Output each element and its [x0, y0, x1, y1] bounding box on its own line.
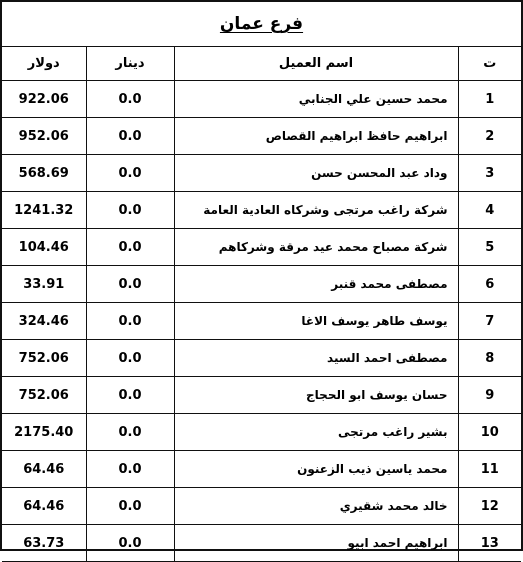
row-number-cell: 1 — [458, 81, 521, 118]
table-row — [2, 525, 521, 562]
header-row — [2, 46, 521, 81]
table-row — [2, 229, 521, 266]
dinar-cell: 0.0 — [86, 377, 174, 414]
table-row — [2, 303, 521, 340]
dinar-cell: 0.0 — [86, 118, 174, 155]
table-row — [2, 81, 521, 118]
dinar-cell: 0.0 — [86, 525, 174, 562]
client-name-cell: شركة راغب مرتجى وشركاه العادية العامة — [174, 192, 458, 229]
clients-table — [2, 46, 521, 562]
usd-cell: 752.06 — [2, 340, 86, 377]
dinar-cell: 0.0 — [86, 229, 174, 266]
client-name-cell: مصطفى احمد السيد — [174, 340, 458, 377]
usd-cell: 64.46 — [2, 488, 86, 525]
table-row — [2, 266, 521, 303]
dinar-cell: 0.0 — [86, 303, 174, 340]
row-number-cell: 8 — [458, 340, 521, 377]
usd-cell: 1241.32 — [2, 192, 86, 229]
header-client-name: اسم العميل — [174, 46, 458, 81]
row-number-cell: 2 — [458, 118, 521, 155]
client-name-cell: ابراهيم احمد ابيو — [174, 525, 458, 562]
client-name-cell: ابراهيم حافظ ابراهيم القصاص — [174, 118, 458, 155]
row-number-cell: 4 — [458, 192, 521, 229]
row-number-cell: 9 — [458, 377, 521, 414]
table-row — [2, 192, 521, 229]
dinar-cell: 0.0 — [86, 451, 174, 488]
dinar-cell: 0.0 — [86, 266, 174, 303]
table-row — [2, 340, 521, 377]
header-dinar: دينار — [86, 46, 174, 81]
row-number-cell: 5 — [458, 229, 521, 266]
client-name-cell: وداد عبد المحسن حسن — [174, 155, 458, 192]
dinar-cell: 0.0 — [86, 414, 174, 451]
dinar-cell: 0.0 — [86, 155, 174, 192]
usd-cell: 33.91 — [2, 266, 86, 303]
client-name-cell: حسان يوسف ابو الحجاج — [174, 377, 458, 414]
table-row — [2, 377, 521, 414]
row-number-cell: 3 — [458, 155, 521, 192]
usd-cell: 922.06 — [2, 81, 86, 118]
header-number: ت — [458, 46, 521, 81]
client-name-cell: بشير راغب مرتجى — [174, 414, 458, 451]
title-bar — [2, 2, 521, 47]
row-number-cell: 7 — [458, 303, 521, 340]
usd-cell: 568.69 — [2, 155, 86, 192]
client-name-cell: محمد حسين علي الجنابي — [174, 81, 458, 118]
table-row — [2, 488, 521, 525]
usd-cell: 2175.40 — [2, 414, 86, 451]
client-name-cell: يوسف طاهر يوسف الاغا — [174, 303, 458, 340]
usd-cell: 324.46 — [2, 303, 86, 340]
client-name-cell: محمد ياسين ذيب الزعنون — [174, 451, 458, 488]
usd-cell: 63.73 — [2, 525, 86, 562]
dinar-cell: 0.0 — [86, 81, 174, 118]
row-number-cell: 13 — [458, 525, 521, 562]
client-name-cell: خالد محمد شقيري — [174, 488, 458, 525]
table-row — [2, 451, 521, 488]
table-row — [2, 414, 521, 451]
usd-cell: 752.06 — [2, 377, 86, 414]
dinar-cell: 0.0 — [86, 192, 174, 229]
row-number-cell: 12 — [458, 488, 521, 525]
table-body — [2, 81, 521, 562]
table-row — [2, 118, 521, 155]
row-number-cell: 10 — [458, 414, 521, 451]
client-name-cell: مصطفى محمد قنبر — [174, 266, 458, 303]
row-number-cell: 6 — [458, 266, 521, 303]
row-number-cell: 11 — [458, 451, 521, 488]
usd-cell: 104.46 — [2, 229, 86, 266]
dinar-cell: 0.0 — [86, 488, 174, 525]
client-name-cell: شركة مصباح محمد عيد مرقة وشركاهم — [174, 229, 458, 266]
usd-cell: 64.46 — [2, 451, 86, 488]
page-title: فرع عمان — [219, 14, 304, 34]
table-row — [2, 155, 521, 192]
usd-cell: 952.06 — [2, 118, 86, 155]
dinar-cell: 0.0 — [86, 340, 174, 377]
header-usd: دولار — [2, 46, 86, 81]
